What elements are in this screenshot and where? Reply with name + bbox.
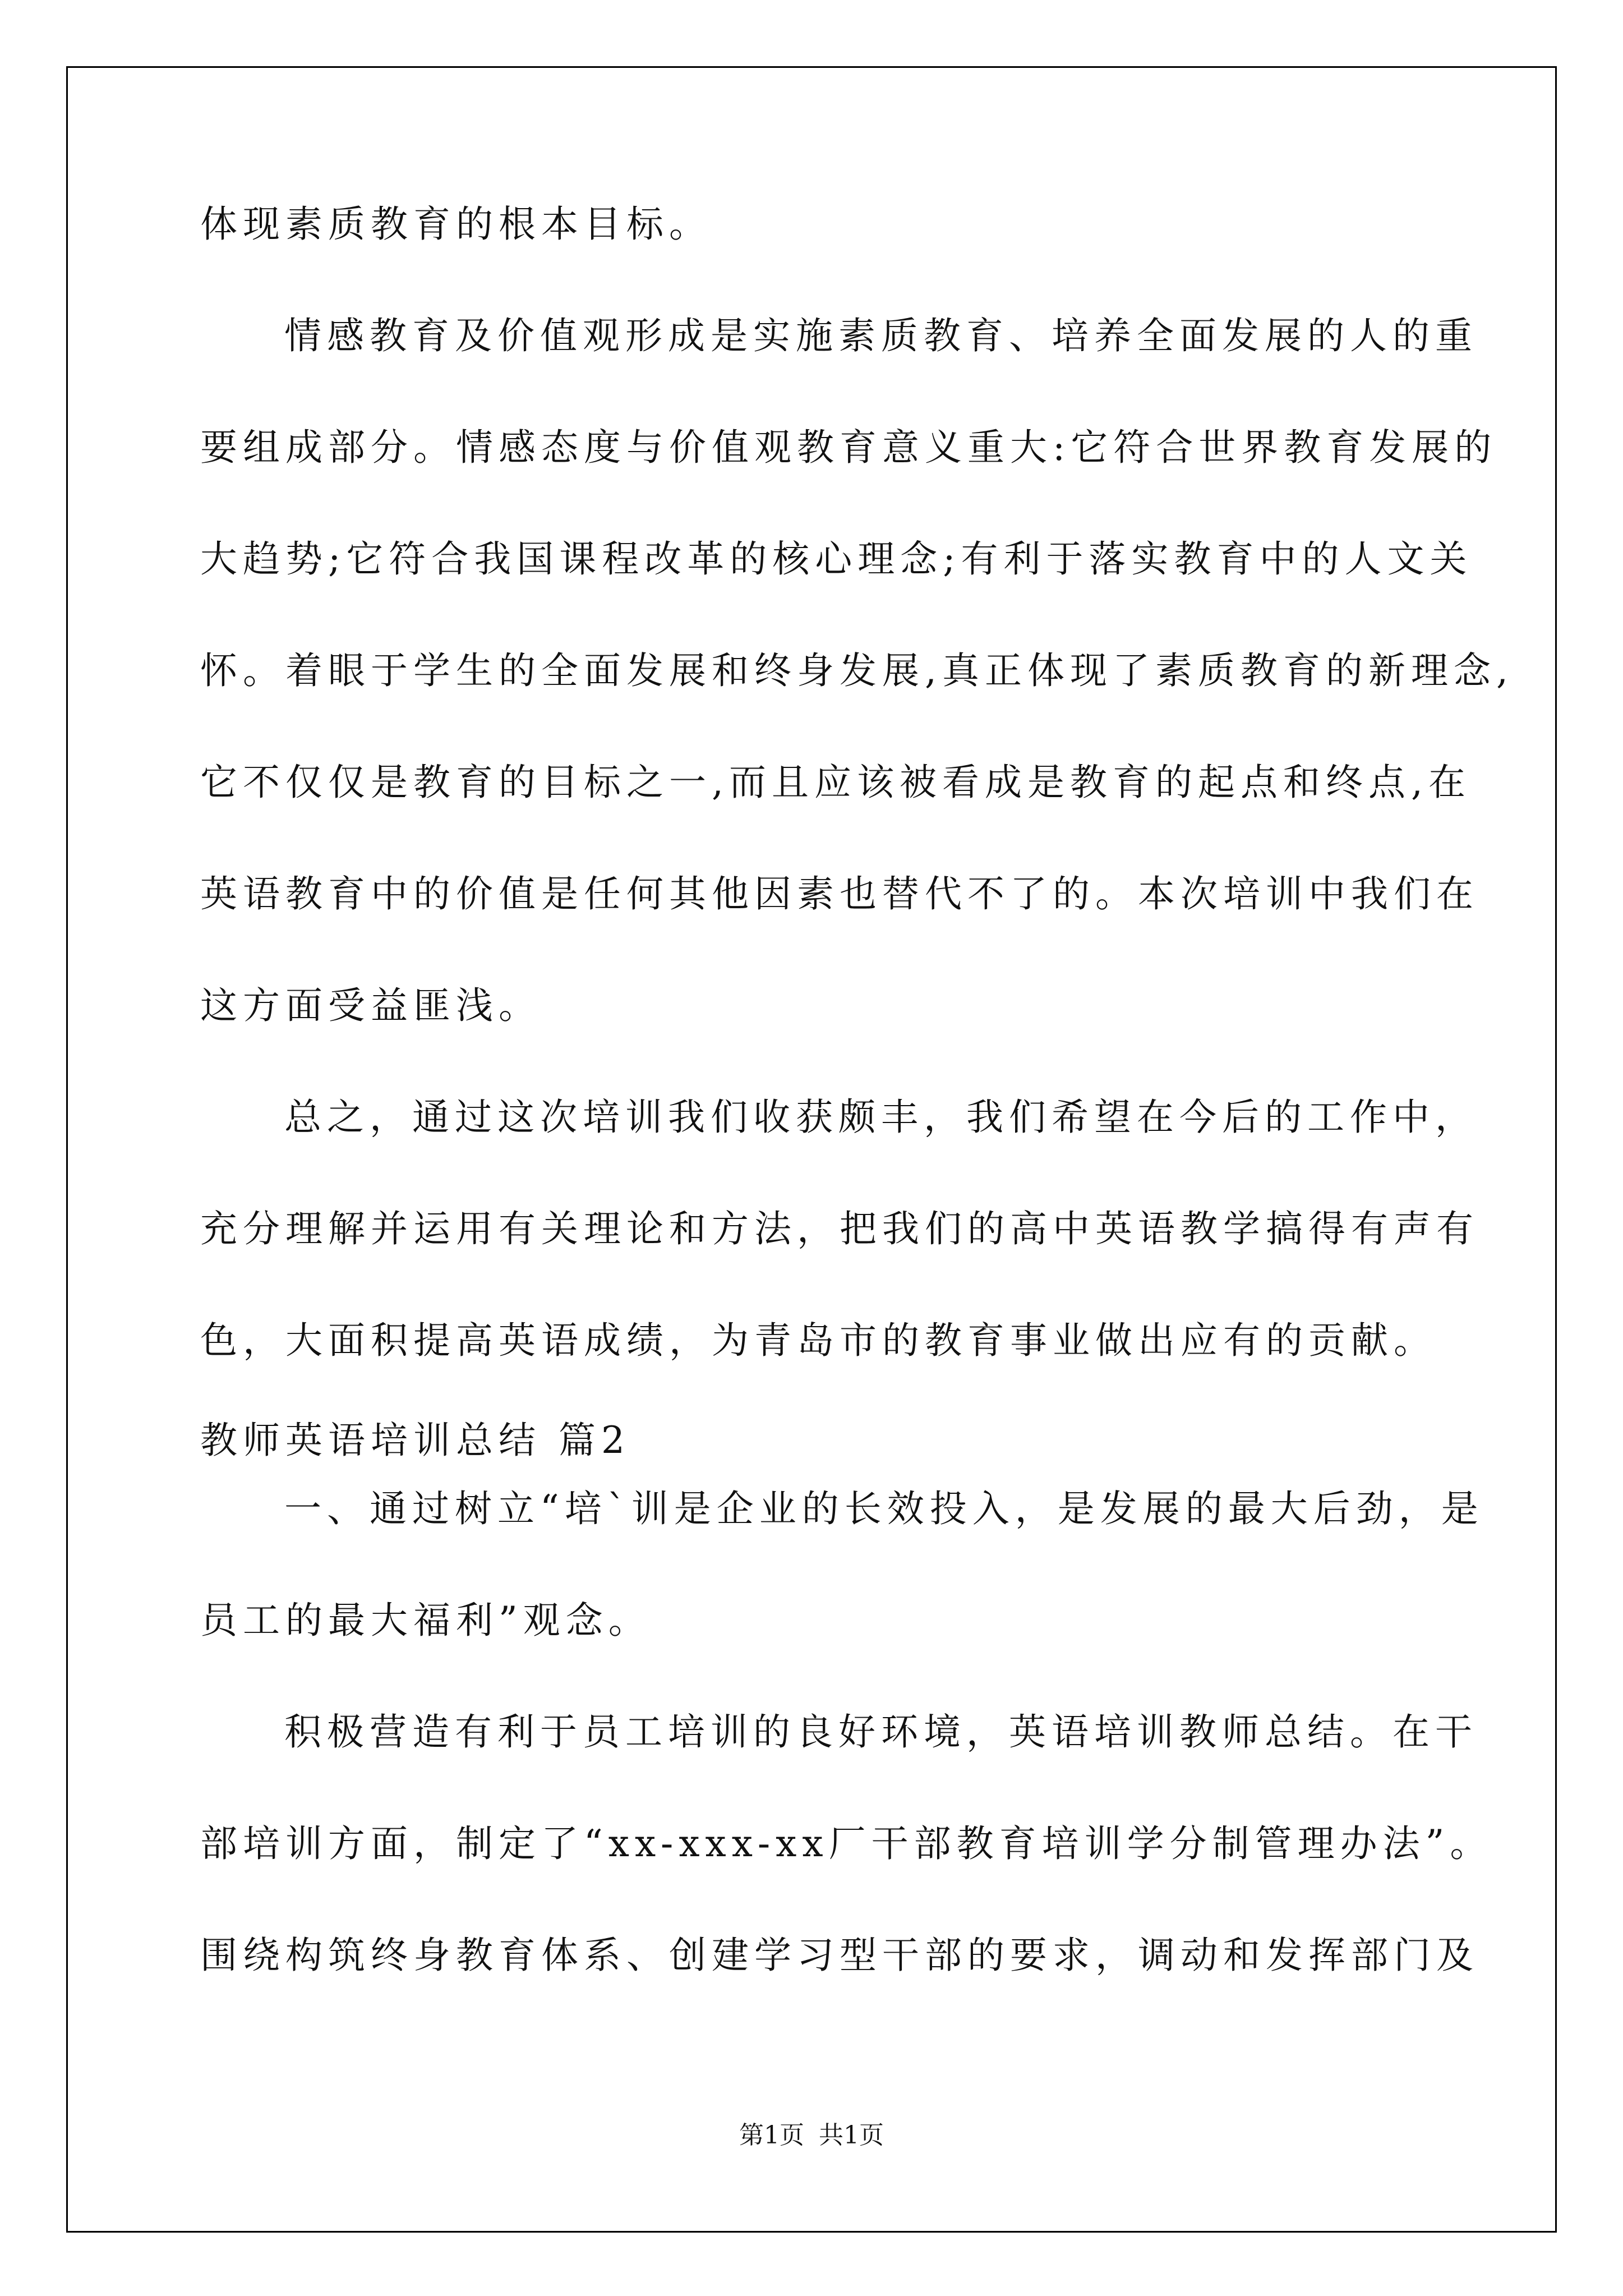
body-line: 一、通过树立“培`训是企业的长效投入，是发展的最大后劲，是 (284, 1487, 1484, 1530)
body-line: 总之，通过这次培训我们收获颇丰，我们希望在今后的工作中， (284, 1096, 1478, 1139)
body-line: 要组成部分。情感态度与价值观教育意义重大:它符合世界教育发展的 (200, 426, 1497, 469)
body-line: 情感教育及价值观形成是实施素质教育、培养全面发展的人的重 (284, 314, 1478, 357)
document-body (200, 185, 1514, 2028)
body-line: 大趋势;它符合我国课程改革的核心理念;有利于落实教育中的人文关 (200, 537, 1473, 581)
body-line: 这方面受益匪浅。 (200, 984, 541, 1027)
body-line: 充分理解并运用有关理论和方法，把我们的高中英语教学搞得有声有 (200, 1207, 1479, 1250)
page-number-footer: 第1页 共1页 (739, 2121, 884, 2150)
body-line: 积极营造有利于员工培训的良好环境，英语培训教师总结。在干 (284, 1710, 1478, 1754)
body-line: 色，大面积提高英语成绩，为青岛市的教育事业做出应有的贡献。 (200, 1319, 1436, 1362)
body-line: 怀。着眼于学生的全面发展和终身发展,真正体现了素质教育的新理念, (200, 649, 1514, 692)
body-line: 体现素质教育的根本目标。 (200, 203, 712, 246)
section-heading: 教师英语培训总结 篇2 (200, 1419, 630, 1462)
body-line: 部培训方面，制定了“xx-xxx-xx厂干部教育培训学分制管理办法”。 (200, 1822, 1493, 1865)
body-line: 员工的最大福利”观念。 (200, 1599, 651, 1642)
body-line: 英语教育中的价值是任何其他因素也替代不了的。本次培训中我们在 (200, 872, 1479, 915)
body-line: 它不仅仅是教育的目标之一,而且应该被看成是教育的起点和终点,在 (200, 761, 1471, 804)
body-line: 围绕构筑终身教育体系、创建学习型干部的要求，调动和发挥部门及 (200, 1934, 1479, 1977)
